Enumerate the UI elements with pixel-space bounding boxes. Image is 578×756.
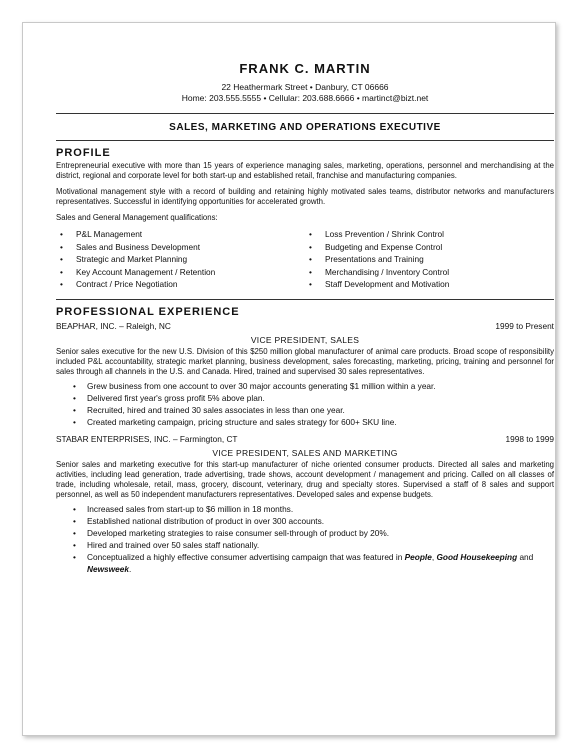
achievement-text	[87, 551, 554, 575]
publication-people: People	[404, 551, 432, 562]
bullet-icon: •	[73, 392, 76, 403]
profile-heading: PROFILE	[56, 147, 111, 159]
qualification-text: Key Account Management / Retention	[76, 266, 216, 277]
list-item	[56, 527, 554, 539]
qualification-text: Loss Prevention / Shrink Control	[325, 229, 444, 239]
address-line: 22 Heathermark Street • Danbury, CT 06666	[221, 82, 389, 92]
section-divider	[56, 299, 554, 300]
bullet-icon: •	[60, 254, 63, 264]
qualifications-list	[56, 228, 554, 291]
achievement-text: Hired and trained over 50 sales staff nationally.	[87, 539, 260, 550]
list-item	[56, 253, 305, 266]
job1-description: Senior sales executive for the new U.S. Division of this $250 million global manufacturer of animal care products. Broad scope of responsibility included P&L accountability, strategic market planning, business development, sales forecasting, marketing, pricing, training and personnel for sales through all channels in the U.S. and Canada. Hired, trained and supervised 30 sales representatives.	[56, 346, 554, 376]
list-item	[56, 380, 554, 392]
candidate-name: FRANK C. MARTIN	[239, 61, 371, 76]
separator: and	[517, 551, 534, 562]
list-item	[56, 503, 554, 515]
list-item	[56, 404, 554, 416]
achievement-text: Increased sales from start-up to $6 million in 18 months.	[87, 503, 294, 514]
qualification-text: Contract / Price Negotiation	[76, 279, 178, 289]
job2-title: VICE PRESIDENT, SALES AND MARKETING	[212, 447, 398, 458]
list-item	[56, 539, 554, 551]
qualification-text: Staff Development and Motivation	[325, 279, 450, 289]
resume-content	[56, 23, 554, 575]
job1-header	[56, 321, 554, 331]
resume-page	[22, 22, 556, 736]
list-item	[305, 241, 554, 254]
qualifications-right-column	[305, 228, 554, 291]
qualification-text: Sales and Business Development	[76, 241, 201, 252]
bullet-icon: •	[309, 229, 312, 239]
bullet-icon: •	[60, 266, 63, 277]
list-item	[305, 266, 554, 279]
bullet-icon: •	[309, 279, 312, 289]
profile-paragraph-1: Entrepreneurial executive with more than 15 years of experience managing sales, marketing, operations, personnel and merchandising at the district, regional and corporate level for both start-up and established retail, franchise and manufacturing companies.	[56, 161, 554, 180]
list-item	[56, 266, 305, 279]
experience-heading: PROFESSIONAL EXPERIENCE	[56, 305, 240, 318]
bullet-icon: •	[73, 380, 76, 391]
bullet-icon: •	[73, 539, 76, 550]
list-item	[305, 253, 554, 266]
job2-dates: 1998 to 1999	[505, 433, 554, 444]
separator: ,	[431, 551, 437, 562]
achievement-text: Recruited, hired and trained 30 sales associates in less than one year.	[87, 404, 345, 415]
contact-line: Home: 203.555.5555 • Cellular: 203.688.6666 • martinct@bizt.net	[181, 93, 429, 103]
list-item	[56, 416, 554, 428]
headline-divider	[56, 140, 554, 141]
bullet-icon: •	[73, 416, 76, 427]
list-item	[56, 278, 305, 291]
job1-achievements	[56, 380, 554, 428]
job2-achievements	[56, 503, 554, 575]
job2-header	[56, 434, 554, 444]
qualification-text: P&L Management	[76, 229, 143, 239]
header-divider	[56, 113, 554, 114]
achievement-text: Delivered first year's gross profit 5% above plan.	[87, 392, 265, 403]
bullet-icon: •	[309, 241, 312, 252]
list-item	[305, 228, 554, 241]
bullet-icon: •	[73, 404, 76, 415]
job1-dates: 1999 to Present	[495, 320, 554, 331]
bullet-icon: •	[309, 254, 312, 264]
qualifications-intro: Sales and General Management qualifications:	[56, 213, 218, 222]
qualification-text: Budgeting and Expense Control	[325, 241, 443, 252]
list-item	[56, 241, 305, 254]
job2-description: Senior sales and marketing executive for this start-up manufacturer of niche oriented consumer products. Directed all sales and marketing activities, including lead generation, trade advertising, trade shows, account development / management and pricing. Called on all classes of trade, including wholesale, retail, mass, grocery, discount, veterinary, drug and specialty stores. Supervised a staff of 8 sales and support personnel, as well as 50 independent manufacturers representatives. Developed sales and expense budgets.	[56, 459, 554, 499]
publication-good-housekeeping: Good Housekeeping	[436, 551, 518, 562]
job1-title: VICE PRESIDENT, SALES	[250, 334, 360, 345]
bullet-icon: •	[73, 515, 76, 526]
headline: SALES, MARKETING AND OPERATIONS EXECUTIVE	[169, 122, 441, 133]
contact-block	[56, 82, 554, 104]
job1-company: BEAPHAR, INC. – Raleigh, NC	[56, 320, 171, 331]
achievement-text: Created marketing campaign, pricing structure and sales strategy for 600+ SKU line.	[87, 416, 397, 427]
bullet-icon: •	[73, 503, 76, 514]
bullet-icon: •	[73, 551, 76, 562]
list-item	[56, 515, 554, 527]
publication-newsweek: Newsweek	[87, 563, 129, 574]
bullet-icon: •	[60, 279, 63, 289]
list-item	[56, 228, 305, 241]
job2-company: STABAR ENTERPRISES, INC. – Farmington, CT	[56, 433, 238, 444]
terminal-period: .	[128, 563, 132, 574]
qualifications-left-column	[56, 228, 305, 291]
list-item	[56, 392, 554, 404]
list-item	[305, 278, 554, 291]
qualification-text: Merchandising / Inventory Control	[325, 266, 450, 277]
achievement-text: Developed marketing strategies to raise consumer sell-through of product by 20%.	[87, 527, 390, 538]
achievement-text: Grew business from one account to over 30 major accounts generating $1 million within a year.	[87, 380, 436, 391]
bullet-icon: •	[60, 241, 63, 252]
profile-paragraph-2: Motivational management style with a record of building and retaining highly motivated sales teams, distributor networks and manufacturers representatives. Successful in identifying opportunities for accelerated growth.	[56, 187, 554, 206]
achievement-text-start: Conceptualized a highly effective consumer advertising campaign that was featured in	[87, 551, 405, 562]
qualification-text: Strategic and Market Planning	[76, 254, 188, 264]
bullet-icon: •	[60, 229, 63, 239]
bullet-icon: •	[73, 527, 76, 538]
list-item	[56, 551, 554, 575]
achievement-text: Established national distribution of product in over 300 accounts.	[87, 515, 325, 526]
bullet-icon: •	[309, 266, 312, 277]
qualification-text: Presentations and Training	[325, 254, 424, 264]
